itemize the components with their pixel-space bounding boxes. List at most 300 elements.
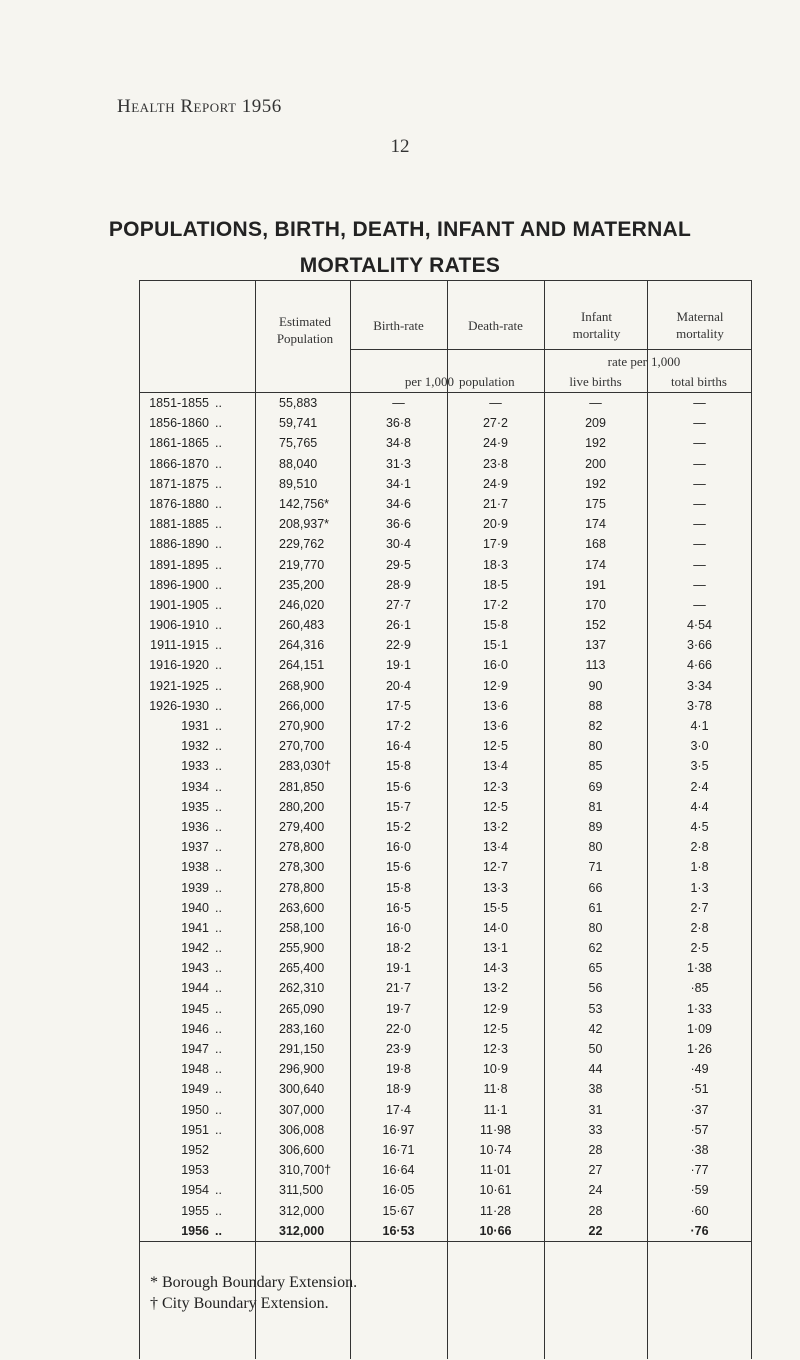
infant-mortality-cell: 24 [588,1183,603,1198]
maternal-mortality-cell: ·77 [690,1163,709,1178]
table-header [139,280,752,393]
maternal-mortality-cell: — [693,597,706,612]
period-label: 1896-1900 [149,577,209,592]
leader-dots: .. [215,840,222,855]
period-cell [139,756,255,776]
period-cell [139,1160,255,1180]
birth-rate-cell: 18·2 [385,941,412,956]
leader-dots: .. [215,880,222,895]
population-cell: 142,756* [279,496,330,511]
period-label: 1951 [181,1122,209,1137]
table-row [139,878,752,898]
maternal-mortality-cell: — [693,517,706,532]
period-label: 1931 [181,719,209,733]
period-label: 1871-1875 [149,476,209,491]
table-row [139,817,752,837]
table-row [139,999,752,1019]
death-rate-cell: 24·9 [482,436,509,451]
period-label: 1851-1855 [149,396,209,410]
title-line-2: MORTALITY RATES [299,254,501,277]
period-cell [139,555,255,575]
period-label: 1934 [181,779,209,794]
death-rate-cell: 13·6 [482,719,509,733]
leader-dots: .. [215,1001,222,1016]
maternal-mortality-cell: — [693,496,706,511]
death-rate-cell: 13·2 [482,981,509,996]
maternal-mortality-cell: ·76 [690,1223,709,1238]
population-cell: 260,483 [279,618,325,633]
birth-rate-cell: 16·0 [385,920,412,935]
death-rate-cell: 16·0 [482,658,509,673]
infant-mortality-cell: 61 [588,900,603,915]
period-cell [139,1180,255,1200]
table-row [139,1100,752,1120]
period-cell [139,978,255,998]
birth-rate-cell: 19·1 [385,658,412,673]
header-total-births: total births [671,374,727,389]
leader-dots: .. [215,860,222,875]
table-row [139,1059,752,1079]
death-rate-cell: 13·4 [482,840,509,855]
maternal-mortality-cell: — [693,456,706,471]
header-divider [350,349,751,350]
table-row [139,555,752,575]
maternal-mortality-cell: 3·34 [686,678,713,693]
infant-mortality-cell: 56 [588,981,603,996]
period-cell [139,1221,255,1241]
birth-rate-cell: 15·8 [385,880,412,895]
infant-mortality-cell: 31 [588,1102,603,1117]
maternal-mortality-cell: ·38 [690,1142,709,1157]
leader-dots: .. [215,1102,222,1117]
table-row [139,857,752,877]
birth-rate-cell: 15·7 [385,799,412,814]
period-label: 1939 [181,880,209,895]
birth-rate-cell: 18·9 [385,1082,412,1097]
population-cell: 264,151 [279,658,325,673]
leader-dots: .. [215,436,222,451]
maternal-mortality-cell: ·60 [690,1203,709,1218]
infant-mortality-cell: 168 [585,537,606,552]
period-cell [139,595,255,615]
period-label: 1952 [181,1142,209,1157]
birth-rate-cell: 17·4 [385,1102,412,1117]
population-cell: 300,640 [279,1082,325,1097]
population-cell: 283,160 [279,1021,325,1036]
death-rate-cell: 12·9 [482,678,509,693]
death-rate-cell: 12·7 [482,860,509,875]
leader-dots: .. [215,1062,222,1077]
birth-rate-cell: 34·8 [385,436,412,451]
table-row [139,433,752,453]
period-cell [139,696,255,716]
birth-rate-cell: 27·7 [385,597,412,612]
death-rate-cell: 23·8 [482,456,509,471]
death-rate-cell: 12·3 [482,779,509,794]
table-row [139,655,752,675]
birth-rate-cell: 16·4 [385,739,412,754]
period-cell [139,837,255,857]
table-row [139,898,752,918]
leader-dots: .. [215,658,222,673]
birth-rate-cell: 16·71 [382,1142,415,1157]
period-cell [139,494,255,514]
death-rate-cell: 12·3 [482,1042,509,1056]
table-row [139,454,752,474]
death-rate-cell: 13·4 [482,759,509,774]
population-cell: 306,600 [279,1142,325,1157]
death-rate-cell: 17·2 [482,597,509,612]
birth-rate-cell: 23·9 [385,1042,412,1056]
death-rate-cell: 12·5 [482,739,509,754]
death-rate-cell: 10·74 [479,1142,512,1157]
infant-mortality-cell: 170 [585,597,606,612]
leader-dots: .. [215,941,222,956]
table-row [139,756,752,776]
period-cell [139,393,255,413]
period-label: 1956 [181,1223,209,1238]
period-cell [139,958,255,978]
leader-dots: .. [215,456,222,471]
death-rate-cell: 12·9 [482,1001,509,1016]
birth-rate-cell: 29·5 [385,557,412,572]
infant-mortality-cell: 22 [588,1223,603,1238]
infant-mortality-cell: 65 [588,961,603,976]
period-label: 1911-1915 [150,638,209,653]
table-row [139,615,752,635]
infant-mortality-cell: 33 [588,1122,603,1137]
infant-mortality-cell: 80 [588,920,603,935]
table-row [139,736,752,756]
leader-dots: .. [215,517,222,532]
leader-dots: .. [215,618,222,633]
table-row [139,978,752,998]
birth-rate-cell: 30·4 [385,537,412,552]
population-cell: 264,316 [279,638,325,653]
population-cell: 208,937* [279,517,330,532]
period-cell [139,817,255,837]
table-row [139,514,752,534]
period-cell [139,1059,255,1079]
period-label: 1886-1890 [149,537,209,552]
maternal-mortality-cell: 2·4 [690,779,709,794]
leader-dots: .. [215,1122,222,1137]
population-cell: 283,030† [279,759,332,774]
maternal-mortality-cell: 4·66 [686,658,713,673]
period-cell [139,413,255,433]
death-rate-cell: 17·9 [482,537,509,552]
population-cell: 268,900 [279,678,325,693]
population-cell: 312,000 [279,1223,325,1238]
population-cell: 235,200 [279,577,325,592]
period-label: 1876-1880 [149,496,209,511]
death-rate-cell: 14·3 [482,961,509,976]
period-cell [139,1079,255,1099]
infant-mortality-cell: 80 [588,840,603,855]
infant-mortality-cell: 82 [588,719,603,733]
infant-mortality-cell: 90 [588,678,603,693]
maternal-mortality-cell: 3·66 [686,638,713,653]
header-1000: 1,000 [651,354,681,369]
population-cell: 278,800 [279,840,325,855]
death-rate-cell: 24·9 [482,476,509,491]
table-row [139,413,752,433]
maternal-mortality-cell: 4·5 [690,819,709,834]
birth-rate-cell: 34·6 [385,496,412,511]
period-cell [139,736,255,756]
period-label: 1947 [181,1042,209,1056]
maternal-mortality-cell: 1·3 [690,880,709,895]
header-live-births: live births [569,374,622,389]
table-row [139,1140,752,1160]
maternal-mortality-cell: ·57 [690,1122,709,1137]
infant-mortality-cell: 174 [585,517,606,532]
period-cell [139,635,255,655]
infant-mortality-cell: 200 [585,456,606,471]
birth-rate-cell: 26·1 [385,618,412,633]
death-rate-cell: 10·66 [479,1223,512,1238]
table-row [139,1079,752,1099]
table-row [139,777,752,797]
period-label: 1953 [181,1163,209,1178]
death-rate-cell: 27·2 [482,416,509,431]
birth-rate-cell: 28·9 [385,577,412,592]
death-rate-cell: 11·1 [483,1102,508,1117]
table-row [139,474,752,494]
leader-dots: .. [215,920,222,935]
population-cell: 219,770 [279,557,325,572]
population-cell: 88,040 [279,456,318,471]
table-row [139,575,752,595]
population-cell: 310,700† [279,1163,332,1178]
table-row [139,938,752,958]
infant-mortality-cell: 152 [585,618,606,633]
period-label: 1856-1860 [149,416,209,431]
leader-dots: .. [215,1082,222,1097]
period-cell [139,1019,255,1039]
period-label: 1861-1865 [149,436,209,451]
death-rate-cell: 13·2 [482,819,509,834]
infant-mortality-cell: 80 [588,739,603,754]
table-row [139,393,752,413]
maternal-mortality-cell: 3·0 [690,739,709,754]
maternal-mortality-cell: ·51 [690,1082,709,1097]
death-rate-cell: 10·61 [479,1183,512,1198]
birth-rate-cell: 16·05 [382,1183,415,1198]
leader-dots: .. [215,1183,222,1198]
death-rate-cell: 21·7 [482,496,509,511]
leader-dots: .. [215,537,222,552]
maternal-mortality-cell: — [693,436,706,451]
infant-mortality-cell: 137 [585,638,606,653]
infant-mortality-cell: 69 [588,779,603,794]
death-rate-cell: 15·8 [482,618,509,633]
period-label: 1942 [181,941,209,956]
leader-dots: .. [215,1203,222,1218]
leader-dots: .. [215,739,222,754]
period-label: 1881-1885 [149,517,209,532]
leader-dots: .. [215,638,222,653]
period-label: 1949 [181,1082,209,1097]
birth-rate-cell: 31·3 [385,456,412,471]
infant-mortality-cell: 88 [588,698,603,713]
infant-mortality-cell: 38 [588,1082,603,1097]
period-cell [139,938,255,958]
birth-rate-cell: 17·2 [385,719,412,733]
population-cell: 280,200 [279,799,325,814]
leader-dots: .. [215,416,222,431]
period-label: 1954 [181,1183,209,1198]
table-row [139,635,752,655]
death-rate-cell: 12·5 [482,1021,509,1036]
birth-rate-cell: 34·1 [385,476,412,491]
period-label: 1944 [181,981,209,996]
death-rate-cell: 14·0 [482,920,509,935]
infant-mortality-cell: 209 [585,416,606,431]
table-row [139,797,752,817]
period-label: 1940 [181,900,209,915]
period-label: 1941 [181,920,209,935]
death-rate-cell: 13·1 [482,941,509,956]
period-cell [139,655,255,675]
period-cell [139,514,255,534]
population-cell: 281,850 [279,779,325,794]
population-cell: 89,510 [279,476,318,491]
table-row [139,1201,752,1221]
leader-dots: .. [215,1042,222,1056]
death-rate-cell: 11·98 [479,1122,512,1137]
birth-rate-cell: 19·1 [385,961,412,976]
period-cell [139,433,255,453]
leader-dots: .. [215,1223,222,1238]
period-cell [139,1100,255,1120]
death-rate-cell: 20·9 [482,517,509,532]
maternal-mortality-cell: — [693,577,706,592]
period-cell [139,1140,255,1160]
infant-mortality-cell: 71 [588,860,603,875]
birth-rate-cell: 16·97 [382,1122,415,1137]
period-label: 1932 [181,739,209,754]
population-cell: 311,500 [279,1183,324,1198]
infant-mortality-cell: 113 [585,658,606,673]
birth-rate-cell: 15·2 [385,819,412,834]
maternal-mortality-cell: ·49 [690,1062,709,1077]
period-cell [139,454,255,474]
death-rate-cell: 10·9 [482,1062,509,1077]
period-label: 1891-1895 [149,557,209,572]
birth-rate-cell: 15·6 [385,779,412,794]
leader-dots: .. [215,819,222,834]
population-cell: 265,400 [279,961,325,976]
leader-dots: .. [215,779,222,794]
table-row [139,676,752,696]
running-head: Health Report 1956 [117,96,282,117]
population-cell: 312,000 [279,1203,325,1218]
header-birth-rate: Birth-rate [373,318,424,333]
population-cell: 55,883 [279,396,318,410]
mortality-table [139,280,752,1242]
header-death-rate: Death-rate [468,318,523,333]
period-label: 1943 [181,961,209,976]
leader-dots: .. [215,759,222,774]
header-infant-mortality: Infant mortality [572,309,621,341]
birth-rate-cell: 15·6 [385,860,412,875]
title-line-1: POPULATIONS, BIRTH, DEATH, INFANT AND MATERNAL [108,218,692,241]
period-label: 1926-1930 [149,698,209,713]
infant-mortality-cell: 28 [588,1142,603,1157]
period-cell [139,878,255,898]
period-label: 1916-1920 [149,658,209,673]
birth-rate-cell: 16·53 [382,1223,415,1238]
period-cell [139,716,255,736]
maternal-mortality-cell: ·85 [690,981,709,996]
birth-rate-cell: 15·8 [385,759,412,774]
population-cell: 278,300 [279,860,325,875]
period-cell [139,615,255,635]
infant-mortality-cell: 192 [585,476,606,491]
period-label: 1937 [181,840,209,855]
infant-mortality-cell: 175 [585,496,606,511]
leader-dots: .. [215,981,222,996]
period-label: 1938 [181,860,209,875]
infant-mortality-cell: 44 [588,1062,603,1077]
population-cell: 59,741 [279,416,318,431]
period-label: 1933 [181,759,209,774]
maternal-mortality-cell: 3·5 [690,759,709,774]
birth-rate-cell: 17·5 [385,698,412,713]
death-rate-cell: 13·6 [482,698,509,713]
period-label: 1866-1870 [149,456,209,471]
maternal-mortality-cell: 2·8 [690,840,709,855]
maternal-mortality-cell: 2·5 [690,941,709,956]
leader-dots: .. [215,719,222,733]
birth-rate-cell: 36·8 [385,416,412,431]
infant-mortality-cell: 191 [585,577,606,592]
infant-mortality-cell: 27 [588,1163,603,1178]
death-rate-cell: 18·3 [482,557,509,572]
maternal-mortality-cell: 1·09 [686,1021,713,1036]
leader-dots: .. [215,900,222,915]
table-body [139,393,752,1242]
maternal-mortality-cell: 3·78 [686,698,713,713]
period-cell [139,797,255,817]
maternal-mortality-cell: — [693,396,706,410]
header-maternal-mortality: Maternal mortality [676,309,724,341]
header-per-1000: per 1,000 [404,374,454,389]
death-rate-cell: 12·5 [482,799,509,814]
maternal-mortality-cell: 4·1 [690,719,709,733]
maternal-mortality-cell: ·59 [690,1183,709,1198]
population-cell: 270,900 [279,719,325,733]
footnotes [150,1272,357,1314]
infant-mortality-cell: 174 [585,557,606,572]
period-label: 1948 [181,1062,209,1077]
death-rate-cell: 15·1 [482,638,509,653]
population-cell: 307,000 [279,1102,325,1117]
infant-mortality-cell: 62 [588,941,603,956]
birth-rate-cell: 21·7 [385,981,412,996]
maternal-mortality-cell: 4·54 [686,618,713,633]
period-cell [139,534,255,554]
maternal-mortality-cell: 1·8 [690,860,709,875]
birth-rate-cell: 22·9 [385,638,412,653]
death-rate-cell: 15·5 [482,900,509,915]
period-label: 1946 [181,1021,209,1036]
period-label: 1901-1905 [149,597,209,612]
population-cell: 246,020 [279,597,325,612]
period-cell [139,999,255,1019]
infant-mortality-cell: 89 [588,819,603,834]
